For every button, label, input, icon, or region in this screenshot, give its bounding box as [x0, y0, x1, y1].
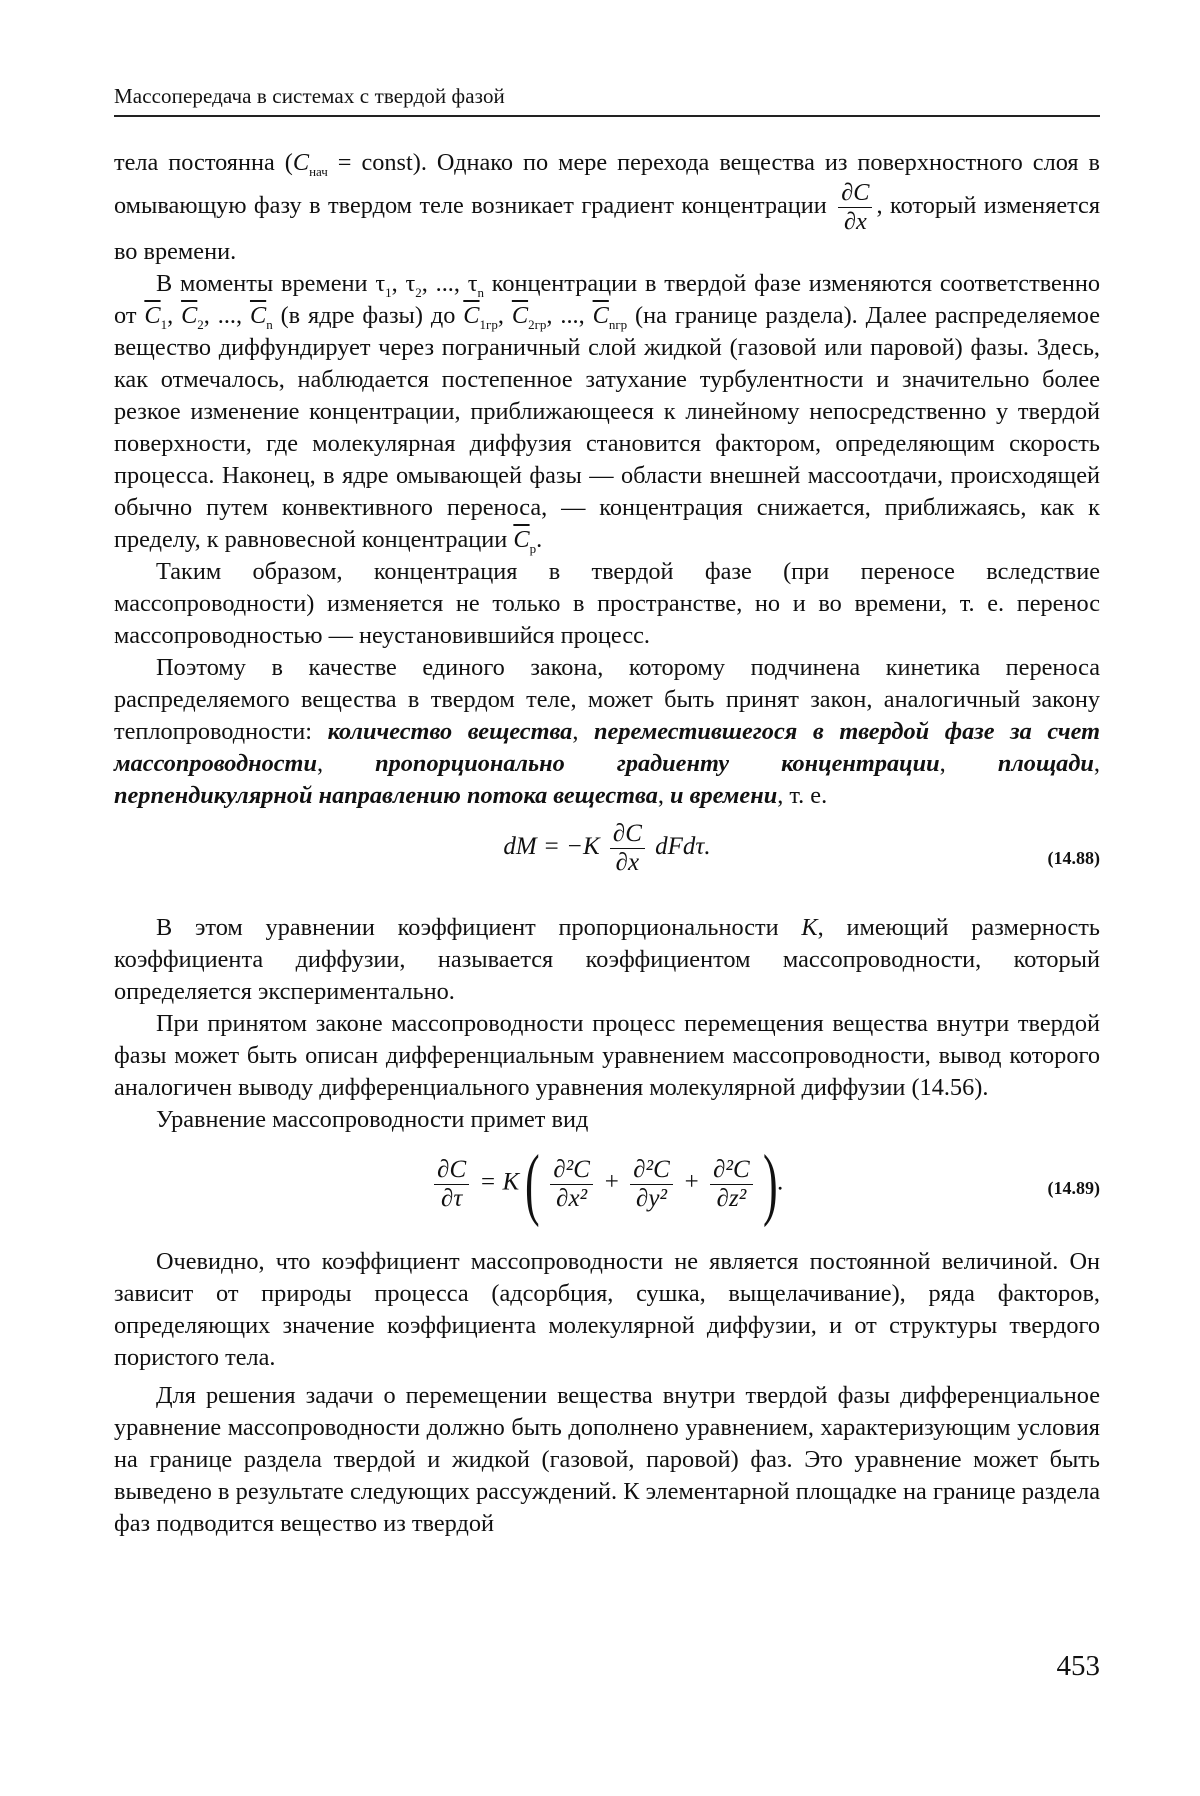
equation-number: (14.88) [1048, 842, 1101, 874]
eq2-num3: ∂²C [710, 1156, 753, 1185]
p1-a: тела постоянна ( [114, 149, 293, 176]
eq2-den0: ∂τ [434, 1185, 469, 1213]
c-sub: нач [309, 164, 328, 179]
paragraph-4 [114, 652, 1100, 812]
p2-m1: , τ [392, 270, 416, 297]
c-bar-n: C [250, 302, 266, 329]
eq2-num1: ∂²C [550, 1156, 593, 1185]
p2-m2: , ..., τ [422, 270, 478, 297]
gradient-fraction [838, 179, 872, 236]
eq2-frac-z [710, 1156, 753, 1213]
paragraph-1 [114, 147, 1100, 268]
c-sub-n: n [266, 317, 273, 332]
c-symbol: C [293, 149, 309, 176]
sep-1: , [167, 302, 181, 329]
equation-body-2 [114, 1144, 1100, 1224]
p4-sep-2: , [317, 750, 375, 777]
eq2-den2: ∂y² [630, 1185, 673, 1213]
paragraph-3: Таким образом, концентрация в твердой фазе (при переносе вследствие массопроводности) изменяется не только в пространстве, но и во времени, т. е. перенос массопроводностью — неустановившийся процесс. [114, 556, 1100, 652]
p4-sep-4: , [1094, 750, 1100, 777]
p4-sep-1: , [572, 718, 594, 745]
c-sub-ngr: nгр [609, 317, 627, 332]
c-sub-2gr: 2гр [528, 317, 546, 332]
p1-b: = const). Однако по мере перехода вещества из поверхностного [328, 149, 1023, 176]
paragraph-8: Очевидно, что коэффициент массопроводности не является постоянной величиной. Он зависит от природы процесса (адсорбция, сушка, выщелачивание), ряда факторов, определяющих значение коэффициента молекулярной диффузии, и от структуры твердого пористого тела. [114, 1246, 1100, 1374]
plus-1: + [603, 1169, 620, 1196]
eq2-num0: ∂C [434, 1156, 469, 1185]
p1-comma: , [876, 192, 882, 219]
p2-bound: (на границе раздела). Далее распределяемое вещество диффундирует через пограничный слой жидкой (газовой или паровой) фазы. Здесь, как отмечалось, наблюдается постепенное затухание турбулентности и значительно более резкое изменение концентрации, приближающееся к линейному непосредственно у твердой поверхности, где молекулярная диффузия становится фактором, определяющим скорость процесса. Наконец, в ядре омывающей фазы — области внешней массоотдачи, происходящей обычно путем конвективного переноса, — концентрация снижается, приближаясь, как к пределу, к равновесной концентрации [114, 302, 1100, 553]
paragraph-2 [114, 268, 1100, 556]
equation-body [114, 820, 1100, 877]
eq1-fraction [610, 820, 645, 877]
c-sub-1: 1 [161, 317, 168, 332]
eq1-den: ∂x [610, 849, 645, 877]
k-symbol: K [801, 914, 817, 941]
dots-2: , ..., [546, 302, 592, 329]
sep-2: , [498, 302, 512, 329]
body-text [114, 147, 1100, 1540]
c-bar-p: C [513, 526, 529, 553]
p4-g: перпендикулярной направлению потока вещества [114, 782, 658, 809]
left-paren: ( [525, 1144, 540, 1224]
eq2-eqk: = K [479, 1169, 519, 1196]
tau-sub-n: n [477, 285, 484, 300]
p5-b: , имеющий размерность коэффициента диффузии, называется коэффициентом массопроводности, который определяется экспериментально. [114, 914, 1100, 1005]
frac-den: ∂x [838, 208, 872, 236]
p4-sep-5: , [658, 782, 670, 809]
equation-14-88 [114, 812, 1100, 912]
eq1-lhs: dM = −K [503, 833, 599, 860]
tau-sub-1: 1 [385, 285, 392, 300]
p4-i: , т. е. [777, 782, 827, 809]
p4-a: Поэтому в качестве единого закона, которому подчинена кинетика переноса распределяемого вещества в твердом теле, может быть принят закон, аналогичный закону теплопроводности: [114, 654, 1100, 745]
p2-a: В моменты времени τ [156, 270, 385, 297]
paragraph-7: Уравнение массопроводности примет вид [114, 1104, 1100, 1136]
right-paren: ) [763, 1144, 778, 1224]
c-bar-1gr: C [463, 302, 479, 329]
paragraph-5 [114, 912, 1100, 1008]
plus-2: + [683, 1169, 700, 1196]
running-header: Массопередача в системах с твердой фазой [114, 84, 1100, 117]
dots-1: , ..., [204, 302, 250, 329]
eq2-den1: ∂x² [550, 1185, 593, 1213]
p2-b: концентрации в твердой фазе изменяются соответственно от [114, 270, 1100, 329]
paragraph-9: Для решения задачи о перемещении вещества внутри твердой фазы дифференциальное уравнение массопроводности должно быть дополнено уравнением, характеризующим условия на границе раздела твердой и жидкой (газовой, паровой) фаз. Это уравнение может быть выведено в результате следующих рассуждений. К элементарной площадке на границе раздела фаз подводится вещество из твердой [114, 1380, 1100, 1540]
c-bar-2gr: C [512, 302, 528, 329]
eq2-frac-y [630, 1156, 673, 1213]
p1-line3: который изменяется во времени. [114, 192, 1100, 265]
frac-num: ∂C [838, 179, 872, 208]
equation-number-2: (14.89) [1048, 1172, 1101, 1204]
c-bar-1: C [144, 302, 160, 329]
c-bar-2: C [181, 302, 197, 329]
p2-end: . [536, 526, 542, 553]
eq2-frac-x [550, 1156, 593, 1213]
tau-sub-2: 2 [415, 285, 422, 300]
p1-line2: слоя в омывающую фазу в твердом теле возникает градиент концентрации [114, 149, 1100, 219]
eq1-rhs: dFdτ. [655, 833, 710, 860]
paragraph-6: При принятом законе массопроводности процесс перемещения вещества внутри твердой фазы может быть описан дифференциальным уравнением массопроводности, вывод которого аналогичен выводу дифференциального уравнения молекулярной диффузии (14.56). [114, 1008, 1100, 1104]
equation-14-89 [114, 1136, 1100, 1246]
c-sub-1gr: 1гр [480, 317, 498, 332]
c-sub-p: р [530, 541, 537, 556]
p4-sep-3: , [940, 750, 998, 777]
p4-h: и времени [670, 782, 777, 809]
p4-b: количество вещества [328, 718, 573, 745]
p4-f: площади [998, 750, 1094, 777]
eq2-lhs-fraction [434, 1156, 469, 1213]
eq1-num: ∂C [610, 820, 645, 849]
p2-core: (в ядре фазы) до [273, 302, 464, 329]
c-sub-2: 2 [197, 317, 204, 332]
p5-a: В этом уравнении коэффициент пропорциональности [156, 914, 801, 941]
eq2-dot: . [778, 1169, 784, 1196]
eq2-den3: ∂z² [710, 1185, 753, 1213]
c-bar-ngr: C [593, 302, 609, 329]
p4-d: переместившегося в твердой фазе за счет массопроводности [114, 718, 1100, 777]
page-number: 453 [1057, 1650, 1101, 1683]
eq2-num2: ∂²C [630, 1156, 673, 1185]
p4-e: пропорционально градиенту концентрации [375, 750, 940, 777]
page [114, 84, 1100, 1540]
